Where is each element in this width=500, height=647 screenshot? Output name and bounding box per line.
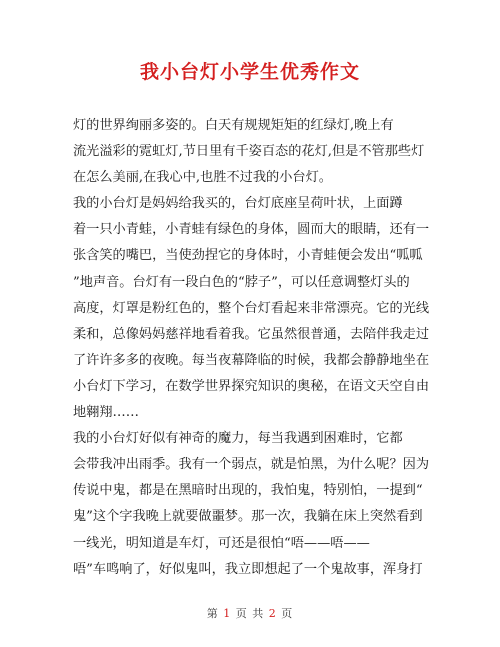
essay-body	[73, 113, 433, 583]
text-line: 在怎么美丽,在我心中,也胜不过我的小台灯。	[73, 170, 332, 186]
footer-prefix: 第	[206, 607, 219, 620]
text-line: 唔”车鸣响了，好似鬼叫，我立即想起了一个鬼故事，浑身打	[73, 561, 423, 577]
text-line: 张含笑的嘴巴，当使劲捏它的身体时，小青蛙便会发出“呱呱	[73, 248, 423, 264]
text-line: 着一只小青蛙，小青蛙有绿色的身体，圆而大的眼睛，还有一	[73, 222, 430, 238]
text-line: 灯的世界绚丽多姿的。白天有规规矩矩的红绿灯,晚上有	[73, 118, 394, 133]
text-line: 流光溢彩的霓虹灯,节日里有千姿百态的花灯,但是不管那些灯	[73, 144, 425, 160]
document-title: 我小台灯小学生优秀作文	[139, 61, 360, 83]
text-line: 我的小台灯好似有神奇的魔力，每当我遇到困难时，它都	[73, 431, 403, 447]
page-footer	[0, 605, 500, 621]
total-page-number: 2	[268, 607, 277, 620]
text-line: 传说中鬼，都是在黑暗时出现的，我怕鬼，特别怕，一提到“	[73, 483, 423, 499]
text-line: 一线光，明知道是车灯，可还是很怕“唔——唔——	[73, 535, 370, 551]
text-line: 地翱翔……	[73, 405, 139, 421]
text-line: 会带我冲出雨季。我有一个弱点，就是怕黑，为什么呢？因为	[73, 457, 430, 473]
footer-suffix: 页	[281, 607, 294, 620]
text-line: 鬼”这个字我晚上就要做噩梦。那一次，我躺在床上突然看到	[73, 509, 423, 525]
text-line: 柔和，总像妈妈慈祥地看着我。它虽然很普通，去陪伴我走过	[73, 326, 430, 342]
text-line: 小台灯下学习，在数学世界探究知识的奥秘，在语文天空自由	[73, 378, 430, 394]
text-line: 了许许多多的夜晚。每当夜幕降临的时候，我都会静静地坐在	[73, 352, 430, 368]
footer-middle: 页 共	[235, 607, 265, 620]
text-line: ”地声音。台灯有一段白色的“脖子”，可以任意调整灯头的	[73, 274, 410, 290]
text-line: 我的小台灯是妈妈给我买的，台灯底座呈荷叶状，上面蹲	[73, 196, 403, 212]
text-line: 高度，灯罩是粉红色的，整个台灯看起来非常漂亮。它的光线	[73, 300, 430, 316]
current-page-number: 1	[223, 607, 232, 620]
